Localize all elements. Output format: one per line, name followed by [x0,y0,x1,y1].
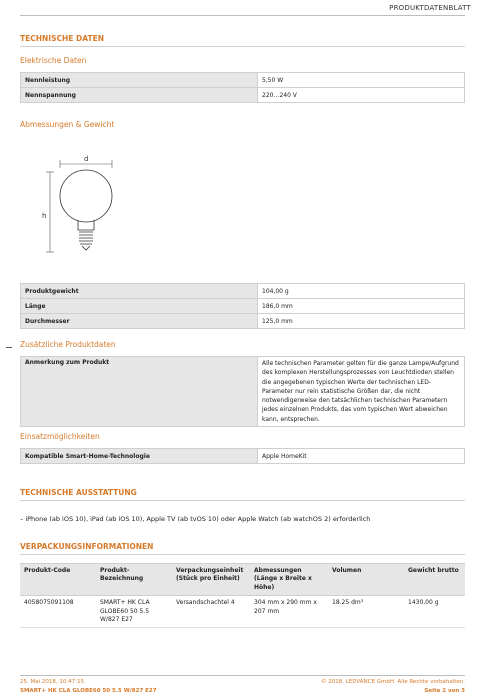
subsection-additional: Zusätzliche Produktdaten [20,340,116,349]
table-key: Länge [21,299,258,314]
table-row [21,73,465,88]
table-value: 104,00 g [258,284,465,299]
column-header: Gewicht brutto [404,564,465,596]
column-header: Verpackungseinheit (Stück pro Einheit) [172,564,250,596]
table-cell: 304 mm x 290 mm x 207 mm [250,596,328,628]
footer-date: 25. Mai 2018, 10:47:15 [20,679,85,685]
section-divider [20,500,465,501]
column-header: Produkt-Code [20,564,96,596]
subsection-usage: Einsatzmöglichkeiten [20,432,100,441]
table-cell: 18.25 dm³ [328,596,404,628]
table-header-row [20,564,465,596]
table-cell: 4058075091108 [20,596,96,628]
diagram-label-h: h [42,212,47,220]
table-value: 125,0 mm [258,314,465,329]
table-cell: SMART+ HK CLA GLOBE60 50 5.5 W/827 E27 [96,596,172,628]
section-divider [20,554,465,555]
footer-divider [20,675,465,676]
column-header: Produkt-Bezeichnung [96,564,172,596]
electrical-table [20,72,465,103]
dimensions-table [20,283,465,329]
document-type-label: PRODUKTDATENBLATT [389,4,471,12]
table-row [21,314,465,329]
footer-page-number: Seite 2 von 3 [424,688,465,694]
column-header: Abmessungen (Länge x Breite x Höhe) [250,564,328,596]
table-row [21,357,465,427]
table-cell: Versandschachtel 4 [172,596,250,628]
table-row [21,449,465,464]
equipment-requirement: – iPhone (ab iOS 10), iPad (ab iOS 10), Apple TV (ab tvOS 10) oder Apple Watch (ab watchOS 2) erforderlich [20,515,371,523]
table-key: Kompatible Smart-Home-Technologie [21,449,258,464]
table-row [20,596,465,628]
table-key: Anmerkung zum Produkt [21,357,258,427]
diagram-label-d: d [84,155,89,163]
table-key: Nennleistung [21,73,258,88]
table-row [21,299,465,314]
margin-mark [6,347,12,348]
packaging-table [20,563,465,628]
table-value: 5,50 W [258,73,465,88]
subsection-electrical: Elektrische Daten [20,56,87,65]
table-row [21,284,465,299]
column-header: Volumen [328,564,404,596]
section-equipment: TECHNISCHE AUSSTATTUNG [20,488,137,497]
footer-copyright: © 2018, LEDVANCE GmbH. Alle Rechte vorbehalten. [320,679,465,685]
additional-table [20,356,465,427]
table-row [21,88,465,103]
table-value: 220…240 V [258,88,465,103]
table-cell: 1430,00 g [404,596,465,628]
table-value: Alle technischen Parameter gelten für die ganze Lampe/Aufgrund des komplexen Herstellungsprozesses von Leuchtdioden stellen die angegebenen typischen Werte der technischen LED-Parameter nur rein statistische Größen dar, die nicht notwendigerweise den tatsächlichen technischen Parametern jedes einzelnen Produkts, das vom typischen Wert abweichen kann, entsprechen. [258,357,465,427]
section-packaging: VERPACKUNGSINFORMATIONEN [20,542,154,551]
table-value: Apple HomeKit [258,449,465,464]
footer-product: SMART+ HK CLA GLOBE60 50 5.5 W/827 E27 [20,688,157,694]
subsection-dimensions: Abmessungen & Gewicht [20,120,115,129]
table-key: Produktgewicht [21,284,258,299]
section-divider [20,46,465,47]
table-key: Nennspannung [21,88,258,103]
table-key: Durchmesser [21,314,258,329]
lamp-dimension-diagram [40,152,130,262]
header-divider [20,15,465,16]
section-technical-data: TECHNISCHE DATEN [20,34,104,43]
table-value: 186,0 mm [258,299,465,314]
usage-table [20,448,465,464]
